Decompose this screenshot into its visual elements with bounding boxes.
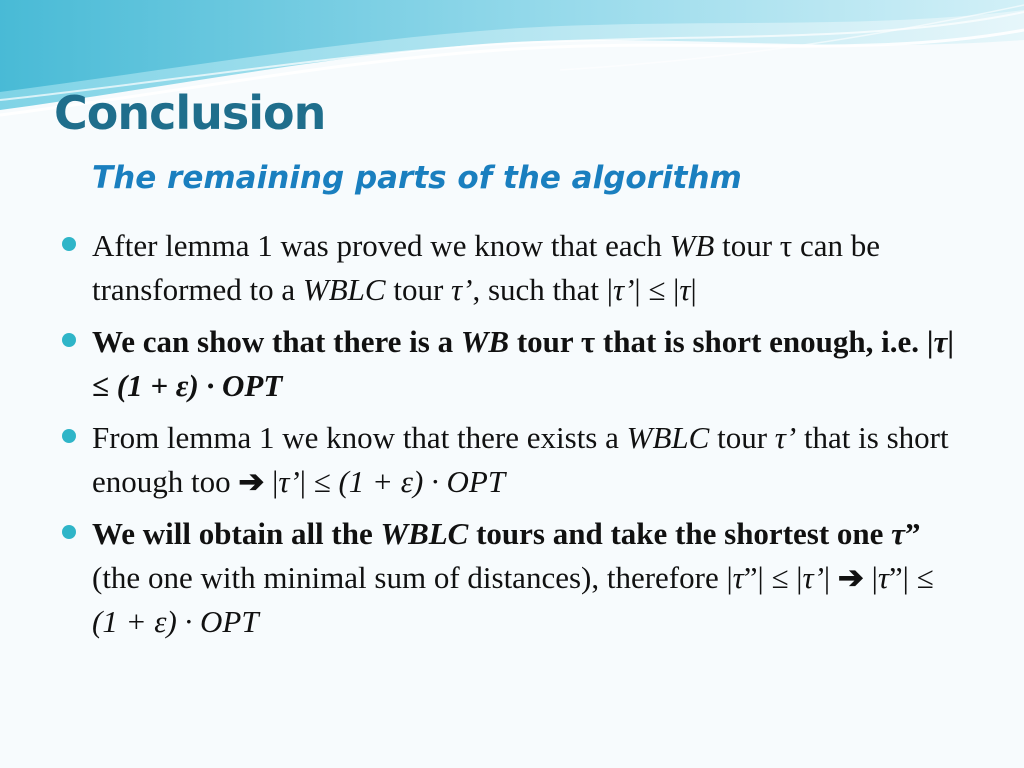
bullet-dot-icon [62, 237, 76, 251]
right-arrow-icon: ➔ [238, 464, 265, 499]
bullet-item: After lemma 1 was proved we know that each WB tour τ can be transformed to a WBLC tour τ’, such that |τ’| ≤ |τ| [62, 224, 962, 312]
slide-subtitle: The remaining parts of the algorithm [92, 160, 742, 196]
bullet-item: We can show that there is a WB tour τ that is short enough, i.e. |τ| ≤ (1 + ε) · OPT [62, 320, 962, 408]
bullet-item: From lemma 1 we know that there exists a WBLC tour τ’ that is short enough too ➔ |τ’| ≤ (1 + ε) · OPT [62, 416, 962, 504]
bullet-dot-icon [62, 525, 76, 539]
bullet-list [62, 224, 962, 652]
bullet-item: We will obtain all the WBLC tours and take the shortest one τ” (the one with minimal sum of distances), therefore |τ”| ≤ |τ’| ➔ |τ”| ≤ (1 + ε) · OPT [62, 512, 962, 644]
slide-title: Conclusion [54, 86, 326, 140]
bullet-dot-icon [62, 429, 76, 443]
right-arrow-icon: ➔ [837, 560, 864, 595]
bullet-dot-icon [62, 333, 76, 347]
